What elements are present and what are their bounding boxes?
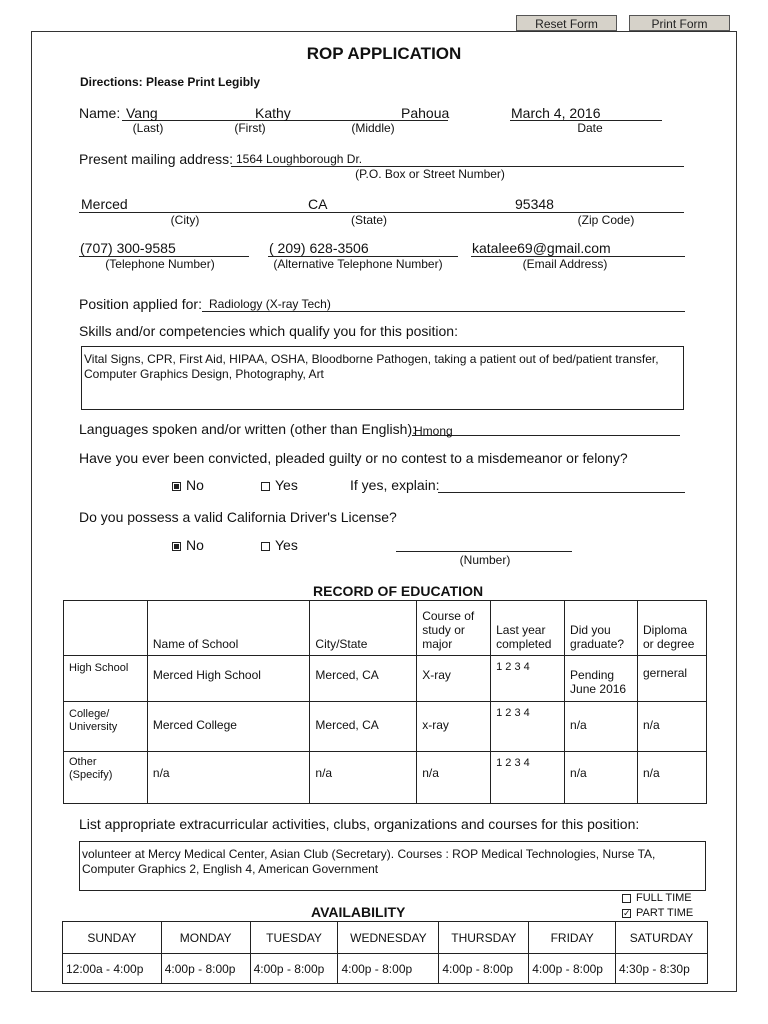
license-number-caption: (Number) — [459, 553, 511, 567]
city-cell[interactable]: n/a — [310, 752, 417, 804]
conviction-yes-option[interactable] — [261, 477, 298, 493]
city-caption: (City) — [170, 213, 200, 227]
position-field[interactable]: Radiology (X-ray Tech) — [209, 297, 331, 311]
part-time-label: PART TIME — [636, 907, 694, 919]
conviction-yes-label: Yes — [275, 477, 298, 493]
time-thursday[interactable]: 4:00p - 8:00p — [439, 954, 529, 984]
license-question: Do you possess a valid California Driver's License? — [79, 509, 397, 525]
directions: Directions: Please Print Legibly — [80, 75, 261, 89]
first-caption: (First) — [234, 121, 266, 135]
years-cell[interactable]: 1 2 3 4 — [491, 752, 565, 804]
zip-caption: (Zip Code) — [577, 213, 635, 227]
email-field[interactable]: katalee69@gmail.com — [472, 240, 611, 256]
day-friday: FRIDAY — [529, 922, 616, 954]
times-row — [63, 954, 708, 984]
position-label: Position applied for: — [79, 296, 202, 312]
day-tuesday: TUESDAY — [250, 922, 338, 954]
license-no-checkbox[interactable] — [172, 542, 181, 551]
time-sunday[interactable]: 12:00a - 4:00p — [63, 954, 162, 984]
school-cell[interactable]: Merced College — [147, 702, 310, 752]
time-saturday[interactable]: 4:30p - 8:30p — [616, 954, 708, 984]
license-no-label: No — [186, 537, 204, 553]
middle-name-field[interactable]: Pahoua — [401, 105, 450, 121]
graduated-cell[interactable]: n/a — [565, 702, 638, 752]
extracurricular-label: List appropriate extracurricular activities, clubs, organizations and courses for this position: — [79, 816, 640, 832]
course-cell[interactable]: n/a — [417, 752, 491, 804]
conviction-no-label: No — [186, 477, 204, 493]
header-cell: Name of School — [147, 601, 310, 656]
explain-label: If yes, explain: — [350, 477, 440, 493]
education-table — [63, 600, 707, 804]
table-row — [64, 656, 707, 702]
header-cell: Course of study or major — [417, 601, 491, 656]
license-number-line[interactable] — [396, 551, 572, 552]
header-cell: Did you graduate? — [565, 601, 638, 656]
education-title: RECORD OF EDUCATION — [313, 583, 484, 599]
part-time-option[interactable] — [622, 907, 693, 919]
header-cell — [64, 601, 148, 656]
last-caption: (Last) — [132, 121, 164, 135]
full-time-label: FULL TIME — [636, 892, 692, 904]
years-cell[interactable]: 1 2 3 4 — [491, 656, 565, 702]
license-yes-label: Yes — [275, 537, 298, 553]
zip-field[interactable]: 95348 — [515, 196, 554, 212]
table-row — [64, 702, 707, 752]
graduated-cell[interactable]: Pending June 2016 — [565, 656, 638, 702]
availability-title: AVAILABILITY — [311, 904, 406, 920]
education-header-row — [64, 601, 707, 656]
day-wednesday: WEDNESDAY — [338, 922, 439, 954]
extracurricular-text: volunteer at Mercy Medical Center, Asian Club (Secretary). Courses : ROP Medical Technologies, Nurse TA, Computer Graphics 2, English 4, American Government — [82, 847, 656, 876]
state-caption: (State) — [350, 213, 387, 227]
license-yes-checkbox[interactable] — [261, 542, 270, 551]
email-caption: (Email Address) — [522, 257, 608, 271]
time-monday[interactable]: 4:00p - 8:00p — [161, 954, 250, 984]
last-name-field[interactable]: Vang — [126, 105, 158, 121]
phone-field[interactable]: (707) 300-9585 — [80, 240, 176, 256]
education-type: College/ University — [64, 702, 148, 752]
day-saturday: SATURDAY — [616, 922, 708, 954]
time-friday[interactable]: 4:00p - 8:00p — [529, 954, 616, 984]
full-time-checkbox[interactable] — [622, 894, 631, 903]
page-title: ROP APPLICATION — [306, 44, 462, 63]
header-cell: Diploma or degree — [638, 601, 707, 656]
school-cell[interactable]: Merced High School — [147, 656, 310, 702]
conviction-yes-checkbox[interactable] — [261, 482, 270, 491]
diploma-cell[interactable]: gerneral — [638, 656, 707, 702]
course-cell[interactable]: x-ray — [417, 702, 491, 752]
full-time-option[interactable] — [622, 892, 692, 904]
course-cell[interactable]: X-ray — [417, 656, 491, 702]
graduated-cell[interactable]: n/a — [565, 752, 638, 804]
reset-form-button[interactable]: Reset Form — [516, 15, 617, 31]
name-label: Name: — [79, 105, 121, 121]
diploma-cell[interactable]: n/a — [638, 702, 707, 752]
diploma-cell[interactable]: n/a — [638, 752, 707, 804]
languages-label: Languages spoken and/or written (other than English): — [79, 421, 416, 437]
alt-phone-field[interactable]: ( 209) 628-3506 — [269, 240, 369, 256]
header-cell: City/State — [310, 601, 417, 656]
education-type: Other (Specify) — [64, 752, 148, 804]
day-monday: MONDAY — [161, 922, 250, 954]
city-field[interactable]: Merced — [81, 196, 128, 212]
address-caption: (P.O. Box or Street Number) — [355, 167, 505, 181]
school-cell[interactable]: n/a — [147, 752, 310, 804]
alt-phone-caption: (Alternative Telephone Number) — [273, 257, 443, 271]
middle-caption: (Middle) — [351, 121, 395, 135]
availability-table — [62, 921, 708, 984]
education-type: High School — [64, 656, 148, 702]
days-row — [63, 922, 708, 954]
languages-field[interactable]: Hmong — [414, 424, 453, 438]
license-no-option[interactable] — [172, 537, 204, 553]
day-sunday: SUNDAY — [63, 922, 162, 954]
part-time-checkbox[interactable]: ✓ — [623, 907, 631, 918]
skills-label: Skills and/or competencies which qualify you for this position: — [79, 323, 458, 339]
years-cell[interactable]: 1 2 3 4 — [491, 702, 565, 752]
day-thursday: THURSDAY — [439, 922, 529, 954]
extracurricular-box[interactable] — [79, 841, 706, 891]
city-cell[interactable]: Merced, CA — [310, 656, 417, 702]
explain-line[interactable] — [438, 492, 685, 493]
state-field[interactable]: CA — [308, 196, 328, 212]
phone-caption: (Telephone Number) — [105, 257, 215, 271]
address-label: Present mailing address: — [79, 151, 234, 167]
address-field[interactable]: 1564 Loughborough Dr. — [236, 152, 363, 166]
date-field[interactable]: March 4, 2016 — [511, 105, 601, 121]
time-tuesday[interactable]: 4:00p - 8:00p — [250, 954, 338, 984]
conviction-no-checkbox[interactable] — [172, 482, 181, 491]
print-form-button[interactable]: Print Form — [629, 15, 730, 31]
conviction-question: Have you ever been convicted, pleaded guilty or no contest to a misdemeanor or felony? — [79, 450, 628, 466]
table-row — [64, 752, 707, 804]
position-line — [202, 311, 685, 312]
city-cell[interactable]: Merced, CA — [310, 702, 417, 752]
first-name-field[interactable]: Kathy — [255, 105, 291, 121]
date-caption: Date — [577, 121, 603, 135]
skills-box[interactable] — [81, 346, 684, 410]
skills-text: Vital Signs, CPR, First Aid, HIPAA, OSHA, Bloodborne Pathogen, taking a patient out of bed/patient transfer, Computer Graphics Design, Photography, Art — [84, 352, 659, 381]
header-cell: Last year completed — [491, 601, 565, 656]
conviction-no-option[interactable] — [172, 477, 204, 493]
license-yes-option[interactable] — [261, 537, 298, 553]
time-wednesday[interactable]: 4:00p - 8:00p — [338, 954, 439, 984]
